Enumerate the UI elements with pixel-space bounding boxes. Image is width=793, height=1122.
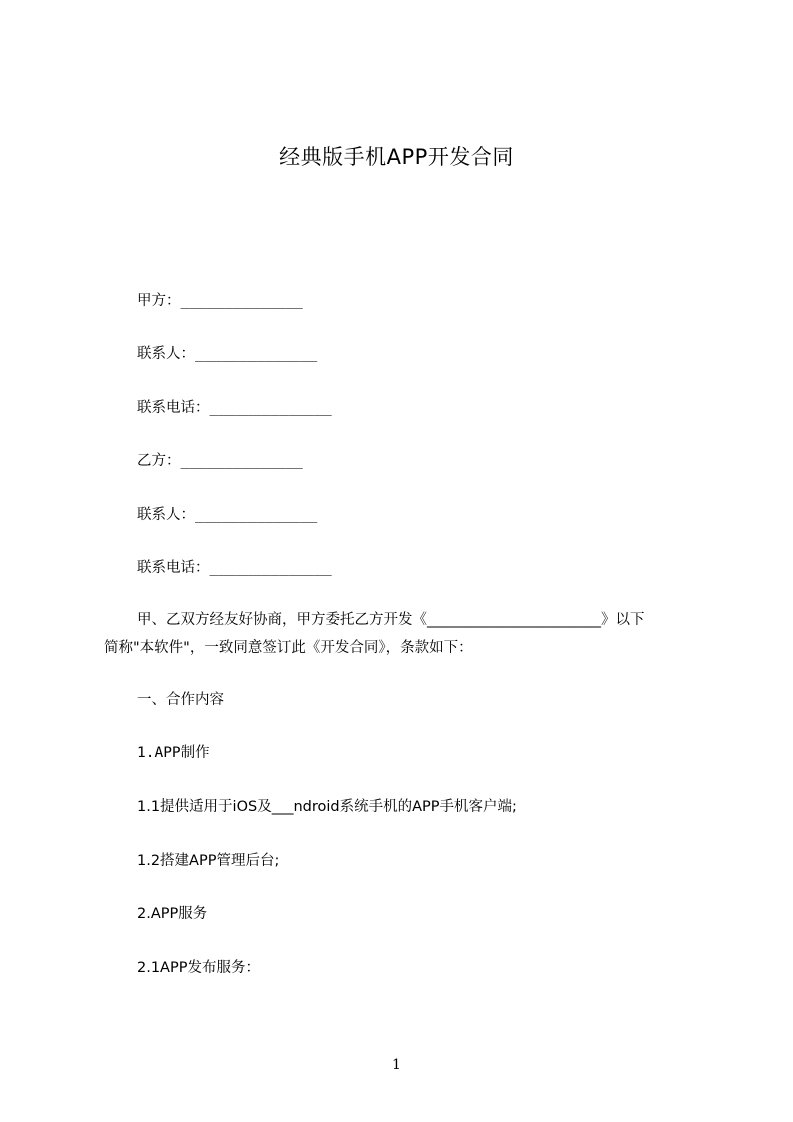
party-b-phone-label: 联系电话： — [137, 560, 210, 576]
intro-line-1: 甲、乙双方经友好协商，甲方委托乙方开发《________________________》以下 — [137, 612, 645, 628]
item-1-2: 1.2搭建APP管理后台; — [137, 853, 280, 869]
party-b-phone-line — [137, 558, 332, 578]
item-1-1: 1.1提供适用于iOS及___ndroid系统手机的APP手机客户端; — [137, 799, 517, 815]
intro-line-2: 简称"本软件"，一致同意签订此《开发合同》，条款如下： — [104, 640, 473, 656]
party-b-contact-line — [137, 505, 317, 525]
party-a-contact-line — [137, 344, 317, 364]
party-a-phone-blank: ______________ — [209, 400, 332, 416]
party-a-label: 甲方： — [137, 293, 181, 309]
party-b-contact-blank: ______________ — [195, 507, 318, 523]
party-b-contact-label: 联系人： — [137, 507, 195, 523]
party-a-phone-line — [137, 398, 332, 418]
party-b-phone-blank: ______________ — [209, 560, 332, 576]
item-1: 1.APP制作 — [137, 745, 210, 761]
party-a-blank: ______________ — [180, 293, 303, 309]
item-2: 2.APP服务 — [137, 906, 208, 922]
intro-paragraph — [104, 606, 704, 662]
party-b-line — [137, 451, 303, 471]
party-a-line — [137, 291, 303, 311]
item-2-1: 2.1APP发布服务： — [137, 960, 260, 976]
section-1-heading: 一、合作内容 — [137, 692, 224, 708]
party-b-blank: ______________ — [180, 453, 303, 469]
party-a-phone-label: 联系电话： — [137, 400, 210, 416]
page-number: 1 — [392, 1057, 401, 1073]
party-a-contact-blank: ______________ — [195, 346, 318, 362]
document-title: 经典版手机APP开发合同 — [279, 145, 514, 169]
party-b-label: 乙方： — [137, 453, 181, 469]
party-a-contact-label: 联系人： — [137, 346, 195, 362]
